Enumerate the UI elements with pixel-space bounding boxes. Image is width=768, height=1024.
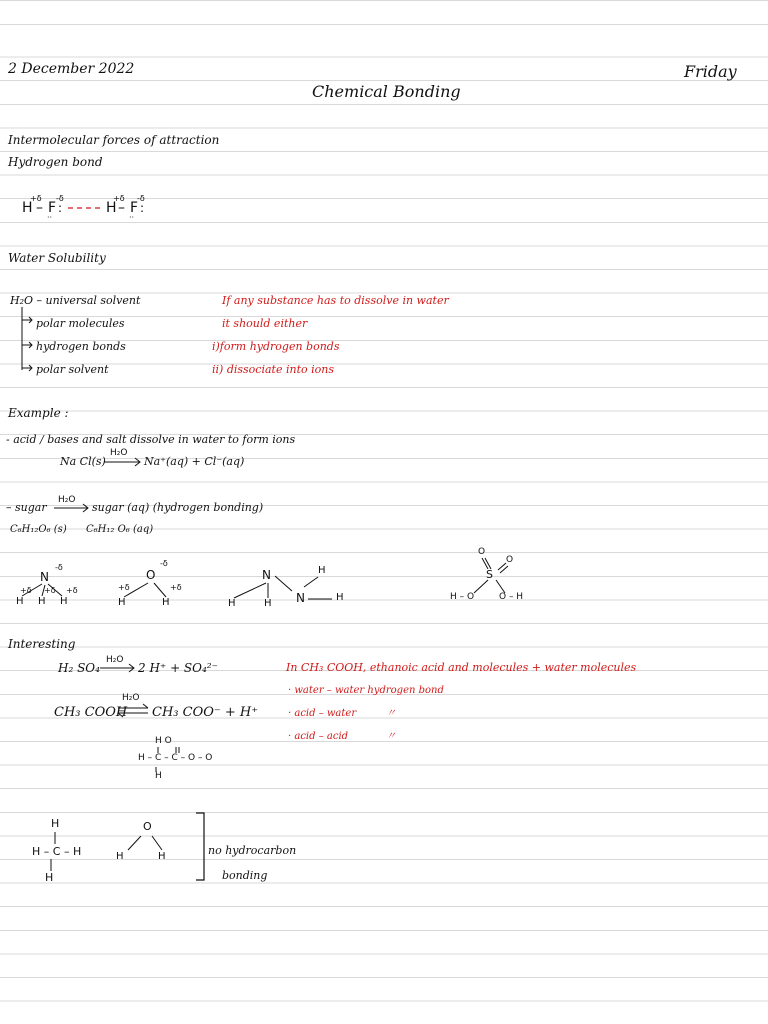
bullet-arrow-1 — [22, 317, 32, 323]
nh3-pos2: +δ — [44, 586, 56, 595]
page-title: Chemical Bonding — [312, 82, 461, 101]
sugar-reaction-arrow — [54, 504, 88, 512]
hf-dash2: – — [118, 200, 125, 216]
sugar-arrow-label: H₂O — [58, 495, 76, 505]
h2so4-eq-right: 2 H⁺ + SO₄²⁻ — [138, 661, 218, 675]
h2so4-o-right: O — [506, 555, 514, 565]
note-acetic-line2: · water – water hydrogen bond — [288, 685, 444, 696]
n2h2-h4: H — [336, 592, 344, 603]
example-heading: Example : — [8, 406, 69, 420]
h2so4-reaction-arrow — [100, 664, 134, 672]
n2h2-h1: H — [318, 565, 326, 576]
h2o-pos2: +δ — [170, 583, 182, 592]
nh3-h1: H — [16, 596, 24, 607]
hf-h2: H — [106, 200, 117, 216]
note-acetic-line3: · acid – water — [288, 708, 357, 719]
h2o-neg: -δ — [160, 559, 168, 568]
acetic-eq-right: CH₃ COO⁻ + H⁺ — [152, 705, 259, 720]
h2so4-eq-left: H₂ SO₄ — [58, 661, 100, 675]
hf-dash1: – — [36, 200, 43, 216]
h2so4-oh: O – H — [499, 592, 524, 602]
n2h2-h2: H — [228, 598, 236, 609]
sugar-right: sugar (aq) (hydrogen bonding) — [92, 501, 264, 514]
h2so4-o-top: O — [478, 547, 486, 557]
note-acetic-line1: In CH₃ COOH, ethanoic acid and molecules + water molecules — [286, 661, 637, 674]
nh3-pos1: +δ — [20, 586, 32, 595]
nh3-neg: -δ — [55, 563, 63, 572]
bullet-hydrogen-bonds: hydrogen bonds — [36, 340, 126, 353]
hf-delta-pos2: +δ — [113, 194, 125, 203]
acetic-struct-mid: H – C – C – O – O — [138, 753, 213, 763]
hf-h1: H — [22, 200, 33, 216]
h2so4-eq-arrow-label: H₂O — [106, 655, 124, 665]
acetic-eq-arrow-label: H₂O — [122, 693, 140, 703]
nacl-left: Na Cl(s) — [60, 455, 106, 468]
acetic-struct-bot: H — [155, 771, 162, 781]
nacl-reaction-arrow — [104, 458, 140, 466]
glucose-aqueous: C₆H₁₂ O₆ (aq) — [86, 524, 154, 535]
nacl-right: Na⁺(aq) + Cl⁻(aq) — [144, 455, 245, 468]
bullet-arrow-2 — [22, 342, 32, 348]
n2h2-n1: N — [262, 568, 271, 582]
n2h2-bonds — [234, 576, 332, 599]
bullet-polar-molecules: polar molecules — [36, 317, 125, 330]
sugar-left: – sugar — [6, 501, 47, 514]
hf-colon1: : — [58, 201, 63, 215]
nh3-pos3: +δ — [66, 586, 78, 595]
date-text: 2 December 2022 — [8, 61, 135, 77]
note-dissolve-line1: If any substance has to dissolve in water — [222, 294, 449, 307]
water2-h1: H — [116, 851, 124, 862]
ditto-mark-1: 〃 — [386, 708, 396, 719]
n2h2-n2: N — [296, 591, 305, 605]
intermolecular-heading: Intermolecular forces of attraction — [8, 133, 220, 147]
h2o-bonds — [124, 583, 166, 597]
bullet-arrow-3 — [22, 365, 32, 371]
bullet-polar-solvent: polar solvent — [36, 363, 109, 376]
hf-colon2: : — [140, 201, 145, 215]
water2-h2: H — [158, 851, 166, 862]
grouping-bracket — [196, 813, 204, 880]
glucose-solid: C₆H₁₂O₆ (s) — [10, 524, 67, 535]
h2o-universal-solvent: H₂O – universal solvent — [10, 294, 141, 307]
n2h2-h3: H — [264, 598, 272, 609]
hydrogen-bond-heading: Hydrogen bond — [8, 155, 103, 169]
hf-dots2: ·· — [129, 213, 135, 222]
nh3-n: N — [40, 570, 49, 584]
water2-bonds — [128, 836, 162, 850]
day-text: Friday — [684, 62, 737, 81]
nh3-h3: H — [60, 596, 68, 607]
bonding-label: bonding — [222, 869, 268, 882]
note-dissolve-line4: ii) dissociate into ions — [212, 363, 334, 376]
hf-delta-pos1: +δ — [30, 194, 42, 203]
hf-delta-neg2: -δ — [137, 194, 145, 203]
acetic-eq-left: CH₃ COOH — [54, 705, 128, 720]
hf-f1: F — [48, 200, 57, 216]
methane-mid: H – C – H — [32, 845, 82, 858]
h2o-h1: H — [118, 597, 126, 608]
no-hydrocarbon-label: no hydrocarbon — [208, 844, 297, 857]
hf-delta-neg1: -δ — [56, 194, 64, 203]
h2o-o: O — [146, 568, 156, 582]
note-dissolve-line3: i)form hydrogen bonds — [212, 340, 340, 353]
nacl-arrow-label: H₂O — [110, 448, 128, 458]
interesting-heading: Interesting — [8, 637, 76, 651]
h2o-h2: H — [162, 597, 170, 608]
h2o-pos1: +δ — [118, 583, 130, 592]
methane-h-top: H — [51, 817, 60, 830]
methane-h-bot: H — [45, 871, 54, 884]
water2-o: O — [143, 820, 152, 833]
note-acetic-line4: · acid – acid — [288, 731, 349, 742]
nh3-h2: H — [38, 596, 46, 607]
water-solubility-heading: Water Solubility — [8, 251, 106, 265]
h2so4-s: S — [486, 568, 493, 581]
note-dissolve-line2: it should either — [222, 317, 308, 330]
acetic-struct-top: H O — [155, 736, 172, 746]
hf-dots1: ·· — [47, 213, 53, 222]
h2so4-ho: H – O — [450, 592, 475, 602]
ditto-mark-2: 〃 — [386, 731, 396, 742]
hf-f2: F — [130, 200, 139, 216]
example-line1: - acid / bases and salt dissolve in water to form ions — [6, 433, 296, 446]
